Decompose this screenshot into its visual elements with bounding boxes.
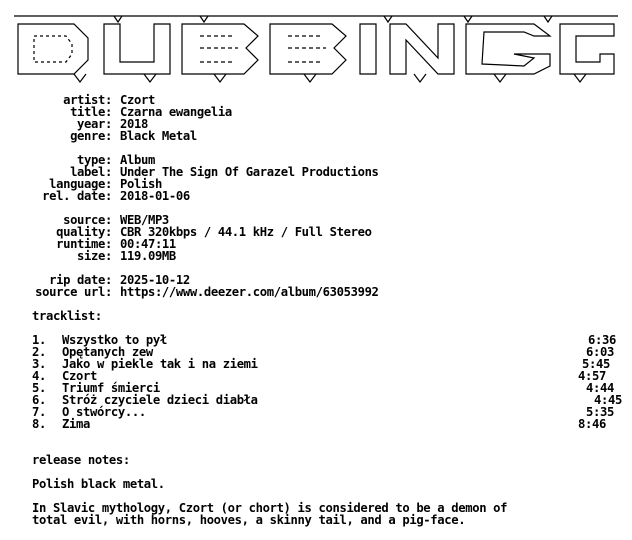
info-key: rel. date: (42, 189, 112, 203)
info-value: 2018 (120, 117, 148, 131)
info-key: year: (77, 117, 112, 131)
release-note-text: total evil, with horns, hooves, a skinny tail, and a pig-face. (32, 513, 466, 527)
info-key: type: (77, 153, 112, 167)
info-value: 2025-10-12 (120, 273, 190, 287)
track-duration: 6:36 (588, 333, 616, 347)
release-notes-label-text: release notes: (32, 453, 130, 467)
track-title: Stróż czyciele dzieci diabła (62, 393, 258, 407)
info-key: runtime: (56, 237, 112, 251)
info-value: Czarna ewangelia (120, 105, 232, 119)
info-value: Black Metal (120, 129, 197, 143)
track-number: 6. (32, 393, 46, 407)
info-key: rip date: (49, 273, 112, 287)
info-row (0, 286, 632, 298)
track-title: Opętanych zew (62, 345, 153, 359)
info-value: Album (120, 153, 155, 167)
track-duration: 4:44 (586, 381, 614, 395)
info-key: genre: (70, 129, 112, 143)
track-number: 2. (32, 345, 46, 359)
track-number: 1. (32, 333, 46, 347)
info-row (0, 190, 632, 202)
track-title: Zima (62, 417, 90, 431)
info-key: size: (77, 249, 112, 263)
info-value: Polish (120, 177, 162, 191)
track-duration: 8:46 (578, 417, 606, 431)
tracklist-label-text: tracklist: (32, 309, 102, 323)
release-note-line (0, 514, 632, 526)
release-note-text: Polish black metal. (32, 477, 165, 491)
info-value: https://www.deezer.com/album/63053992 (120, 285, 379, 299)
info-key: language: (49, 177, 112, 191)
track-number: 8. (32, 417, 46, 431)
track-title: Triumf śmierci (62, 381, 160, 395)
info-row (0, 130, 632, 142)
track-number: 3. (32, 357, 46, 371)
info-value: Under The Sign Of Garazel Productions (120, 165, 379, 179)
release-notes-label (0, 454, 632, 466)
ascii-logo (14, 14, 618, 86)
info-key: artist: (63, 93, 112, 107)
track-number: 7. (32, 405, 46, 419)
info-key: label: (70, 165, 112, 179)
track-duration: 4:57 (578, 369, 606, 383)
track-duration: 6:03 (586, 345, 614, 359)
release-note-text: In Slavic mythology, Czort (or chort) is considered to be a demon of (32, 501, 508, 515)
tracklist-label (0, 310, 632, 322)
track-title: Jako w piekle tak i na ziemi (62, 357, 258, 371)
info-value: 2018-01-06 (120, 189, 190, 203)
info-value: WEB/MP3 (120, 213, 169, 227)
track-title: Czort (62, 369, 97, 383)
info-key: source url: (35, 285, 112, 299)
track-title: O stwórcy... (62, 405, 146, 419)
release-note-line (0, 478, 632, 490)
info-value: 119.09MB (120, 249, 176, 263)
info-value: 00:47:11 (120, 237, 176, 251)
info-key: source: (63, 213, 112, 227)
info-row (0, 250, 632, 262)
track-number: 5. (32, 381, 46, 395)
track-duration: 4:45 (594, 393, 622, 407)
track-duration: 5:35 (586, 405, 614, 419)
track-duration: 5:45 (582, 357, 610, 371)
track-title: Wszystko to pył (62, 333, 167, 347)
info-key: title: (70, 105, 112, 119)
track-row (0, 406, 632, 418)
info-value: Czort (120, 93, 155, 107)
track-row (0, 418, 632, 430)
track-number: 4. (32, 369, 46, 383)
info-key: quality: (56, 225, 112, 239)
info-value: CBR 320kbps / 44.1 kHz / Full Stereo (120, 225, 372, 239)
